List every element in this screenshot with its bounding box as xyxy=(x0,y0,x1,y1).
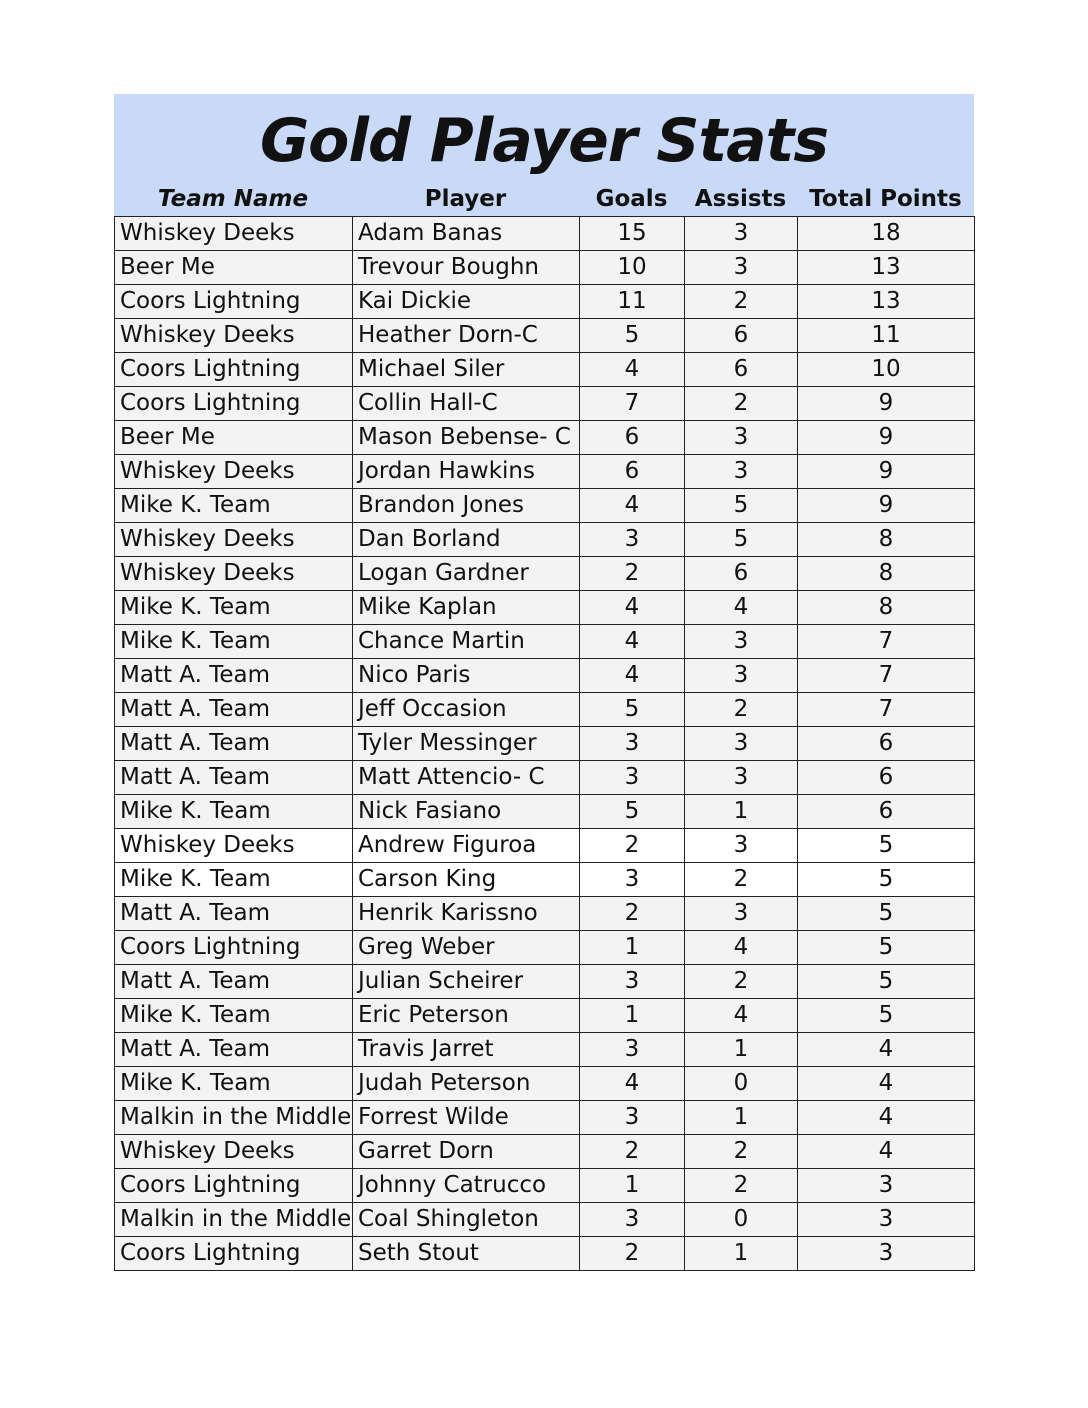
total-points-cell: 5 xyxy=(798,931,975,965)
player-cell: Kai Dickie xyxy=(353,285,580,319)
goals-cell: 3 xyxy=(580,1033,685,1067)
goals-cell: 11 xyxy=(580,285,685,319)
player-cell: Collin Hall-C xyxy=(353,387,580,421)
total-points-cell: 5 xyxy=(798,829,975,863)
player-cell: Travis Jarret xyxy=(353,1033,580,1067)
player-cell: Adam Banas xyxy=(353,217,580,251)
table-row xyxy=(115,659,975,693)
assists-cell: 2 xyxy=(685,693,798,727)
table-row xyxy=(115,285,975,319)
team-cell: Mike K. Team xyxy=(115,489,353,523)
player-cell: Dan Borland xyxy=(353,523,580,557)
assists-cell: 6 xyxy=(685,557,798,591)
assists-cell: 5 xyxy=(685,523,798,557)
table-row xyxy=(115,557,975,591)
column-header-assists: Assists xyxy=(694,186,787,212)
team-cell: Malkin in the Middle xyxy=(115,1203,353,1237)
assists-cell: 2 xyxy=(685,1169,798,1203)
player-cell: Andrew Figuroa xyxy=(353,829,580,863)
table-row xyxy=(115,421,975,455)
total-points-cell: 7 xyxy=(798,659,975,693)
goals-cell: 3 xyxy=(580,761,685,795)
player-cell: Judah Peterson xyxy=(353,1067,580,1101)
assists-cell: 3 xyxy=(685,217,798,251)
goals-cell: 3 xyxy=(580,1101,685,1135)
total-points-cell: 11 xyxy=(798,319,975,353)
player-cell: Heather Dorn-C xyxy=(353,319,580,353)
goals-cell: 2 xyxy=(580,829,685,863)
goals-cell: 1 xyxy=(580,1169,685,1203)
goals-cell: 3 xyxy=(580,965,685,999)
goals-cell: 10 xyxy=(580,251,685,285)
player-cell: Brandon Jones xyxy=(353,489,580,523)
goals-cell: 4 xyxy=(580,489,685,523)
goals-cell: 2 xyxy=(580,897,685,931)
team-cell: Whiskey Deeks xyxy=(115,1135,353,1169)
player-cell: Nico Paris xyxy=(353,659,580,693)
player-cell: Eric Peterson xyxy=(353,999,580,1033)
table-row xyxy=(115,1135,975,1169)
table-row xyxy=(115,319,975,353)
team-cell: Whiskey Deeks xyxy=(115,523,353,557)
goals-cell: 2 xyxy=(580,557,685,591)
team-cell: Whiskey Deeks xyxy=(115,557,353,591)
goals-cell: 3 xyxy=(580,523,685,557)
goals-cell: 4 xyxy=(580,659,685,693)
assists-cell: 3 xyxy=(685,625,798,659)
goals-cell: 1 xyxy=(580,999,685,1033)
total-points-cell: 9 xyxy=(798,421,975,455)
table-row xyxy=(115,1067,975,1101)
column-headers xyxy=(114,182,974,216)
player-cell: Mason Bebense- C xyxy=(353,421,580,455)
goals-cell: 3 xyxy=(580,1203,685,1237)
table-row xyxy=(115,727,975,761)
table-row xyxy=(115,1033,975,1067)
player-cell: Forrest Wilde xyxy=(353,1101,580,1135)
player-cell: Chance Martin xyxy=(353,625,580,659)
team-cell: Whiskey Deeks xyxy=(115,217,353,251)
player-cell: Matt Attencio- C xyxy=(353,761,580,795)
goals-cell: 15 xyxy=(580,217,685,251)
player-cell: Coal Shingleton xyxy=(353,1203,580,1237)
player-cell: Jeff Occasion xyxy=(353,693,580,727)
team-cell: Mike K. Team xyxy=(115,863,353,897)
table-row xyxy=(115,625,975,659)
assists-cell: 2 xyxy=(685,1135,798,1169)
total-points-cell: 3 xyxy=(798,1237,975,1271)
table-row xyxy=(115,1237,975,1271)
player-cell: Johnny Catrucco xyxy=(353,1169,580,1203)
assists-cell: 3 xyxy=(685,251,798,285)
player-cell: Garret Dorn xyxy=(353,1135,580,1169)
total-points-cell: 13 xyxy=(798,251,975,285)
team-cell: Mike K. Team xyxy=(115,1067,353,1101)
assists-cell: 3 xyxy=(685,455,798,489)
assists-cell: 6 xyxy=(685,319,798,353)
table-row xyxy=(115,387,975,421)
goals-cell: 5 xyxy=(580,693,685,727)
team-cell: Beer Me xyxy=(115,421,353,455)
player-cell: Trevour Boughn xyxy=(353,251,580,285)
team-cell: Beer Me xyxy=(115,251,353,285)
table-row xyxy=(115,353,975,387)
table-row xyxy=(115,1169,975,1203)
table-row xyxy=(115,863,975,897)
team-cell: Matt A. Team xyxy=(115,727,353,761)
total-points-cell: 4 xyxy=(798,1101,975,1135)
header-band xyxy=(114,94,974,216)
total-points-cell: 5 xyxy=(798,965,975,999)
goals-cell: 6 xyxy=(580,421,685,455)
table-row xyxy=(115,931,975,965)
assists-cell: 3 xyxy=(685,829,798,863)
column-header-goals: Goals xyxy=(595,186,668,212)
total-points-cell: 3 xyxy=(798,1203,975,1237)
total-points-cell: 10 xyxy=(798,353,975,387)
table-row xyxy=(115,897,975,931)
team-cell: Coors Lightning xyxy=(115,353,353,387)
stats-table-body xyxy=(115,217,975,1271)
assists-cell: 2 xyxy=(685,863,798,897)
total-points-cell: 9 xyxy=(798,455,975,489)
team-cell: Whiskey Deeks xyxy=(115,829,353,863)
team-cell: Matt A. Team xyxy=(115,693,353,727)
team-cell: Matt A. Team xyxy=(115,965,353,999)
player-cell: Jordan Hawkins xyxy=(353,455,580,489)
total-points-cell: 13 xyxy=(798,285,975,319)
team-cell: Matt A. Team xyxy=(115,761,353,795)
total-points-cell: 7 xyxy=(798,693,975,727)
team-cell: Mike K. Team xyxy=(115,591,353,625)
total-points-cell: 3 xyxy=(798,1169,975,1203)
player-cell: Logan Gardner xyxy=(353,557,580,591)
team-cell: Mike K. Team xyxy=(115,625,353,659)
player-cell: Carson King xyxy=(353,863,580,897)
goals-cell: 7 xyxy=(580,387,685,421)
team-cell: Whiskey Deeks xyxy=(115,319,353,353)
goals-cell: 4 xyxy=(580,625,685,659)
assists-cell: 2 xyxy=(685,285,798,319)
total-points-cell: 18 xyxy=(798,217,975,251)
team-cell: Matt A. Team xyxy=(115,1033,353,1067)
total-points-cell: 5 xyxy=(798,863,975,897)
player-cell: Julian Scheirer xyxy=(353,965,580,999)
assists-cell: 1 xyxy=(685,795,798,829)
goals-cell: 1 xyxy=(580,931,685,965)
goals-cell: 3 xyxy=(580,727,685,761)
team-cell: Mike K. Team xyxy=(115,795,353,829)
column-header-team: Team Name xyxy=(157,186,309,212)
assists-cell: 0 xyxy=(685,1067,798,1101)
assists-cell: 3 xyxy=(685,659,798,693)
table-row xyxy=(115,999,975,1033)
assists-cell: 2 xyxy=(685,965,798,999)
table-row xyxy=(115,591,975,625)
table-row xyxy=(115,1203,975,1237)
goals-cell: 4 xyxy=(580,353,685,387)
table-row xyxy=(115,251,975,285)
table-row xyxy=(115,761,975,795)
team-cell: Mike K. Team xyxy=(115,999,353,1033)
table-row xyxy=(115,829,975,863)
assists-cell: 0 xyxy=(685,1203,798,1237)
total-points-cell: 9 xyxy=(798,489,975,523)
goals-cell: 6 xyxy=(580,455,685,489)
assists-cell: 5 xyxy=(685,489,798,523)
page-title: Gold Player Stats xyxy=(259,106,829,176)
assists-cell: 4 xyxy=(685,931,798,965)
stats-sheet xyxy=(114,94,974,1271)
table-row xyxy=(115,965,975,999)
assists-cell: 3 xyxy=(685,727,798,761)
assists-cell: 3 xyxy=(685,761,798,795)
assists-cell: 6 xyxy=(685,353,798,387)
player-cell: Henrik Karissno xyxy=(353,897,580,931)
team-cell: Coors Lightning xyxy=(115,285,353,319)
goals-cell: 4 xyxy=(580,1067,685,1101)
total-points-cell: 7 xyxy=(798,625,975,659)
goals-cell: 5 xyxy=(580,319,685,353)
player-cell: Seth Stout xyxy=(353,1237,580,1271)
table-row xyxy=(115,455,975,489)
table-row xyxy=(115,693,975,727)
total-points-cell: 8 xyxy=(798,523,975,557)
team-cell: Coors Lightning xyxy=(115,1237,353,1271)
assists-cell: 4 xyxy=(685,999,798,1033)
table-row xyxy=(115,523,975,557)
team-cell: Matt A. Team xyxy=(115,897,353,931)
table-row xyxy=(115,795,975,829)
player-cell: Greg Weber xyxy=(353,931,580,965)
stats-table xyxy=(114,216,975,1271)
team-cell: Matt A. Team xyxy=(115,659,353,693)
team-cell: Coors Lightning xyxy=(115,387,353,421)
total-points-cell: 4 xyxy=(798,1135,975,1169)
table-row xyxy=(115,217,975,251)
total-points-cell: 8 xyxy=(798,591,975,625)
total-points-cell: 4 xyxy=(798,1033,975,1067)
player-cell: Mike Kaplan xyxy=(353,591,580,625)
assists-cell: 2 xyxy=(685,387,798,421)
team-cell: Whiskey Deeks xyxy=(115,455,353,489)
goals-cell: 3 xyxy=(580,863,685,897)
column-header-player: Player xyxy=(424,186,507,212)
team-cell: Malkin in the Middle xyxy=(115,1101,353,1135)
assists-cell: 3 xyxy=(685,421,798,455)
goals-cell: 2 xyxy=(580,1237,685,1271)
team-cell: Coors Lightning xyxy=(115,1169,353,1203)
total-points-cell: 6 xyxy=(798,795,975,829)
assists-cell: 3 xyxy=(685,897,798,931)
player-cell: Nick Fasiano xyxy=(353,795,580,829)
goals-cell: 5 xyxy=(580,795,685,829)
total-points-cell: 6 xyxy=(798,761,975,795)
total-points-cell: 9 xyxy=(798,387,975,421)
total-points-cell: 8 xyxy=(798,557,975,591)
goals-cell: 2 xyxy=(580,1135,685,1169)
total-points-cell: 4 xyxy=(798,1067,975,1101)
total-points-cell: 5 xyxy=(798,897,975,931)
total-points-cell: 6 xyxy=(798,727,975,761)
total-points-cell: 5 xyxy=(798,999,975,1033)
player-cell: Tyler Messinger xyxy=(353,727,580,761)
assists-cell: 1 xyxy=(685,1033,798,1067)
table-row xyxy=(115,489,975,523)
assists-cell: 1 xyxy=(685,1237,798,1271)
assists-cell: 1 xyxy=(685,1101,798,1135)
team-cell: Coors Lightning xyxy=(115,931,353,965)
table-row xyxy=(115,1101,975,1135)
player-cell: Michael Siler xyxy=(353,353,580,387)
goals-cell: 4 xyxy=(580,591,685,625)
column-header-total-points: Total Points xyxy=(809,186,962,212)
assists-cell: 4 xyxy=(685,591,798,625)
